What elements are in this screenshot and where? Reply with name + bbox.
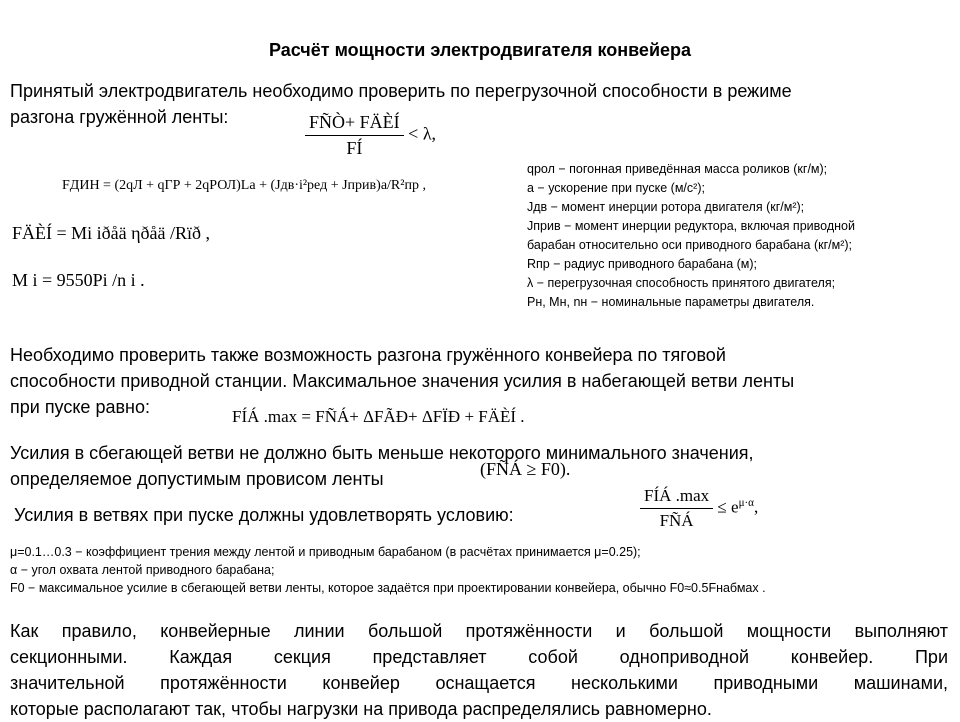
overload-relation: < λ, xyxy=(408,123,437,144)
intro-paragraph xyxy=(10,78,940,130)
traction-line-2: способности приводной станции. Максимальное значения усилия в набегающей ветви ленты xyxy=(10,371,795,391)
definition-item: Pн, Mн, nн − номинальные параметры двигателя. xyxy=(527,295,815,309)
slack-line-1: Усилия в сбегающей ветви не должно быть меньше некоторого минимального значения, xyxy=(10,443,754,463)
definition-item: барабан относительно оси приводного барабана (кг/м²); xyxy=(527,238,853,252)
definition-item: a − ускорение при пуске (м/с²); xyxy=(527,181,705,195)
definition-item: Jприв − момент инерции редуктора, включая приводной xyxy=(527,219,855,233)
note-item: F0 − максимальное усилие в сбегающей ветви ленты, которое задаётся при проектировании конвейера, обычно F0≈0.5Fнабмах . xyxy=(10,581,766,595)
intro-line-2: разгона гружённой ленты: xyxy=(10,107,229,127)
overload-fraction xyxy=(305,112,404,159)
euler-denominator: FÑÁ xyxy=(659,511,694,530)
formula-overload xyxy=(305,112,436,159)
formula-fdin: FÄÈÍ = Mi iðåä ηðåä /Rïð , xyxy=(12,223,211,243)
traction-line-3: при пуске равно: xyxy=(10,397,150,417)
slack-line-2: определяемое допустимым провисом ленты xyxy=(10,469,384,489)
formula-min-tension: (FÑÁ ≥ F0). xyxy=(480,459,571,479)
formula-fdyn: FДИН = (2qЛ + qГР + 2qРОЛ)La + (Jдв·i²ред + Jприв)a/R²пр , xyxy=(62,178,426,193)
euler-relation: ≤ e xyxy=(717,497,739,517)
formula-fmax: FÍÁ .max = FÑÁ+ ΔFÃÐ+ ΔFÏÐ + FÄÈÍ . xyxy=(232,407,525,426)
intro-line-1: Принятый электродвигатель необходимо проверить по перегрузочной способности в режиме xyxy=(10,81,792,101)
euler-tail: , xyxy=(753,497,759,517)
definition-item: Jдв − момент инерции ротора двигателя (кг/м²); xyxy=(527,200,805,214)
formula-euler xyxy=(640,486,758,531)
conclusion-paragraph xyxy=(10,618,948,722)
definition-item: λ − перегрузочная способность принятого двигателя; xyxy=(527,276,836,290)
definition-item: Rпр − радиус приводного барабана (м); xyxy=(527,257,758,271)
conclusion-line: секционными. Каждая секция представляет собой одноприводной конвейер. При xyxy=(10,647,948,667)
definitions-list xyxy=(527,160,947,312)
overload-numerator: FÑÒ+ FÄÈÍ xyxy=(305,112,404,136)
conclusion-line: которые располагают так, чтобы нагрузки на привода распределялись равномерно. xyxy=(10,699,712,719)
definition-item: qрол − погонная приведённая масса роликов (кг/м); xyxy=(527,162,828,176)
start-condition-text: Усилия в ветвях при пуске должны удовлетворять условию: xyxy=(14,505,514,525)
notes-list xyxy=(10,543,955,597)
euler-fraction xyxy=(640,486,713,531)
euler-exponent: μ·α xyxy=(738,496,754,509)
note-item: μ=0.1…0.3 − коэффициент трения между лентой и приводным барабаном (в расчётах принимается μ=0.25); xyxy=(10,545,641,559)
slack-paragraph xyxy=(10,440,940,492)
conclusion-line: значительной протяжённости конвейер оснащается несколькими приводными машинами, xyxy=(10,673,948,693)
traction-line-1: Необходимо проверить также возможность разгона гружённого конвейера по тяговой xyxy=(10,345,726,365)
formula-mi: M i = 9550Pi /n i . xyxy=(12,270,145,290)
euler-numerator: FÍÁ .max xyxy=(640,486,713,509)
note-item: α − угол охвата лентой приводного барабана; xyxy=(10,563,275,577)
overload-denominator: FÍ xyxy=(346,138,363,158)
page-title: Расчёт мощности электродвигателя конвейера xyxy=(268,40,692,60)
conclusion-line: Как правило, конвейерные линии большой протяжённости и большой мощности выполняют xyxy=(10,621,948,641)
